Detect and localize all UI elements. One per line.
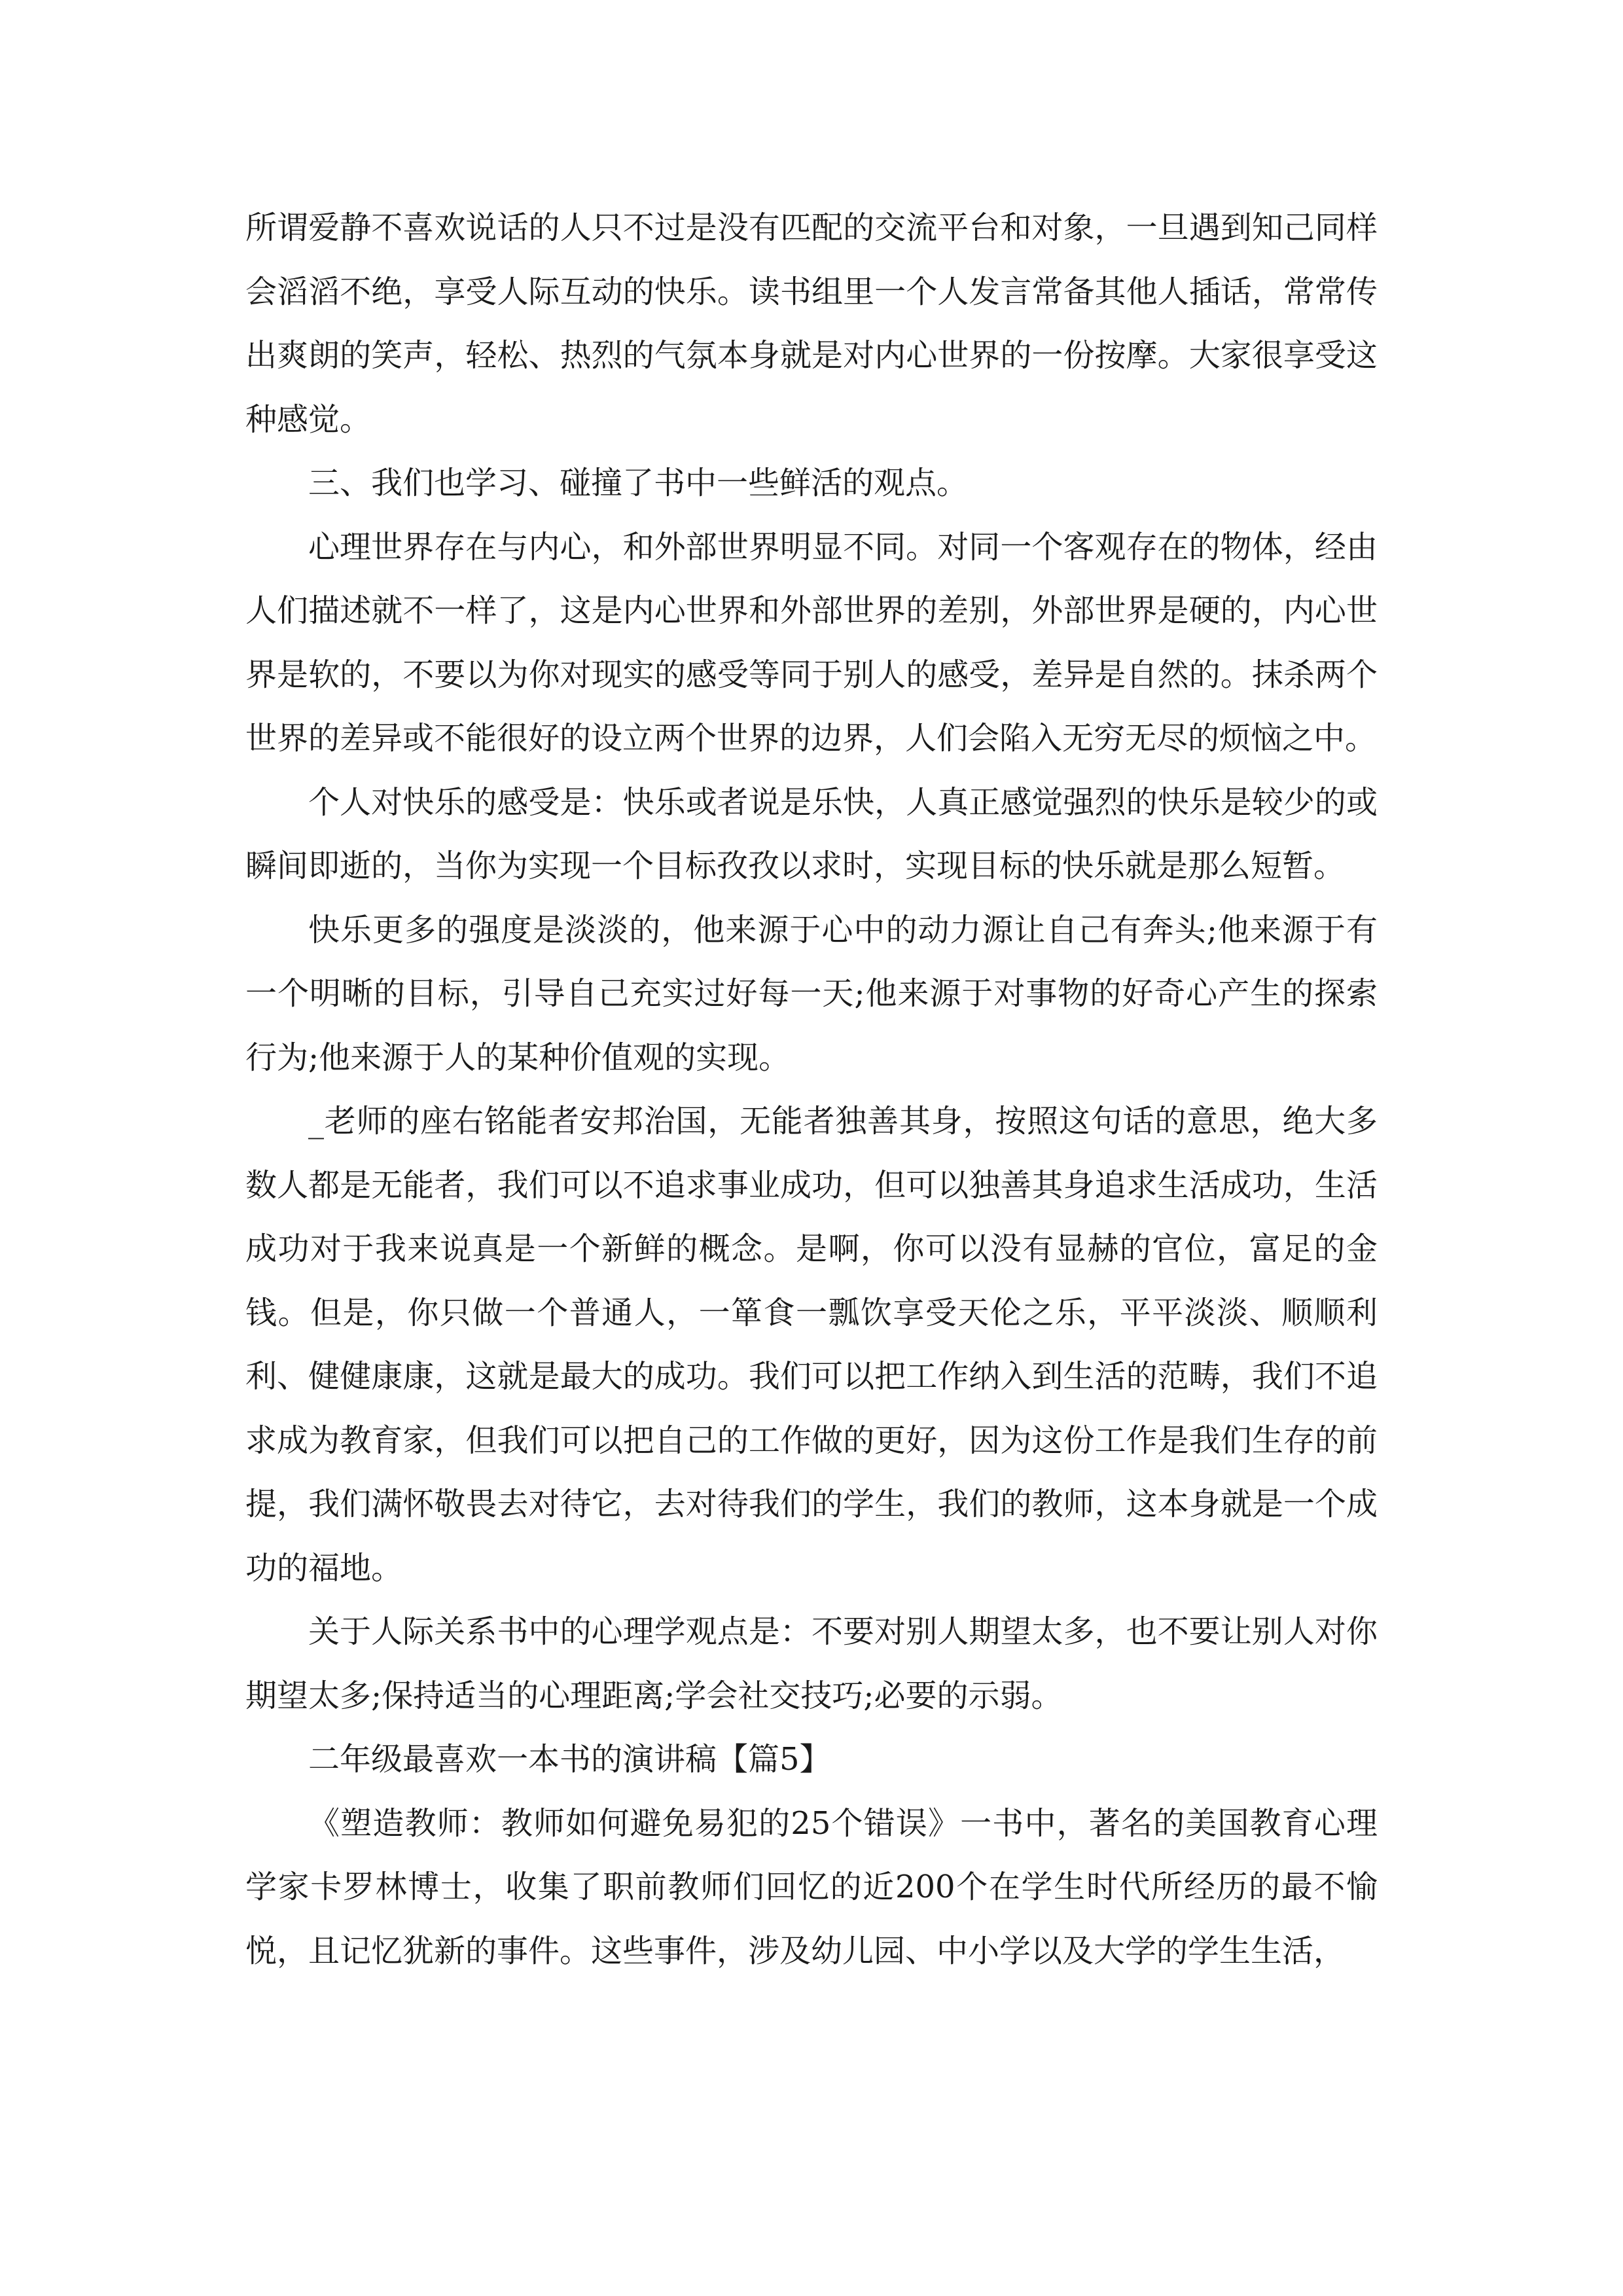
article-title-part-5: 二年级最喜欢一本书的演讲稿【篇5】 — [308, 1741, 831, 1778]
paragraph-7: 关于人际关系书中的心理学观点是：不要对别人期望太多，也不要让别人对你期望太多;保持适当的心理距离;学会社交技巧;必要的示弱。 — [245, 1613, 1378, 1714]
paragraph-2-section-heading: 三、我们也学习、碰撞了书中一些鲜活的观点。 — [308, 465, 969, 501]
paragraph-9: 《塑造教师：教师如何避免易犯的25个错误》一书中，著名的美国教育心理学家卡罗林博士，收集了职前教师们回忆的近200个在学生时代所经历的最不愉悦，且记忆犹新的事件。这些事件，涉及幼儿园、中小学以及大学的学生生活， — [245, 1804, 1378, 1969]
paragraph-6: _老师的座右铭能者安邦治国，无能者独善其身，按照这句话的意思，绝大多数人都是无能者，我们可以不追求事业成功，但可以独善其身追求生活成功，生活成功对于我来说真是一个新鲜的概念。是啊，你可以没有显赫的官位，富足的金钱。但是，你只做一个普通人，一箪食一瓢饮享受天伦之乐，平平淡淡、顺顺利利、健健康康，这就是最大的成功。我们可以把工作纳入到生活的范畴，我们不追求成为教育家，但我们可以把自己的工作做的更好，因为这份工作是我们生存的前提，我们满怀敬畏去对待它，去对待我们的学生，我们的教师，这本身就是一个成功的福地。 — [245, 1103, 1378, 1587]
paragraph-5: 快乐更多的强度是淡淡的，他来源于心中的动力源让自己有奔头;他来源于有一个明晰的目标，引导自己充实过好每一天;他来源于对事物的好奇心产生的探索行为;他来源于人的某种价值观的实现。 — [245, 911, 1378, 1076]
document-page — [245, 196, 1378, 1983]
paragraph-4: 个人对快乐的感受是：快乐或者说是乐快，人真正感觉强烈的快乐是较少的或瞬间即逝的，当你为实现一个目标孜孜以求时，实现目标的快乐就是那么短暂。 — [245, 783, 1378, 884]
paragraph-3: 心理世界存在与内心，和外部世界明显不同。对同一个客观存在的物体，经由人们描述就不一样了，这是内心世界和外部世界的差别，外部世界是硬的，内心世界是软的，不要以为你对现实的感受等同于别人的感受，差异是自然的。抹杀两个世界的差异或不能很好的设立两个世界的边界，人们会陷入无穷无尽的烦恼之中。 — [245, 528, 1378, 757]
paragraph-1: 所谓爱静不喜欢说话的人只不过是没有匹配的交流平台和对象，一旦遇到知己同样会滔滔不绝，享受人际互动的快乐。读书组里一个人发言常备其他人插话，常常传出爽朗的笑声，轻松、热烈的气氛本身就是对内心世界的一份按摩。大家很享受这种感觉。 — [245, 209, 1378, 438]
